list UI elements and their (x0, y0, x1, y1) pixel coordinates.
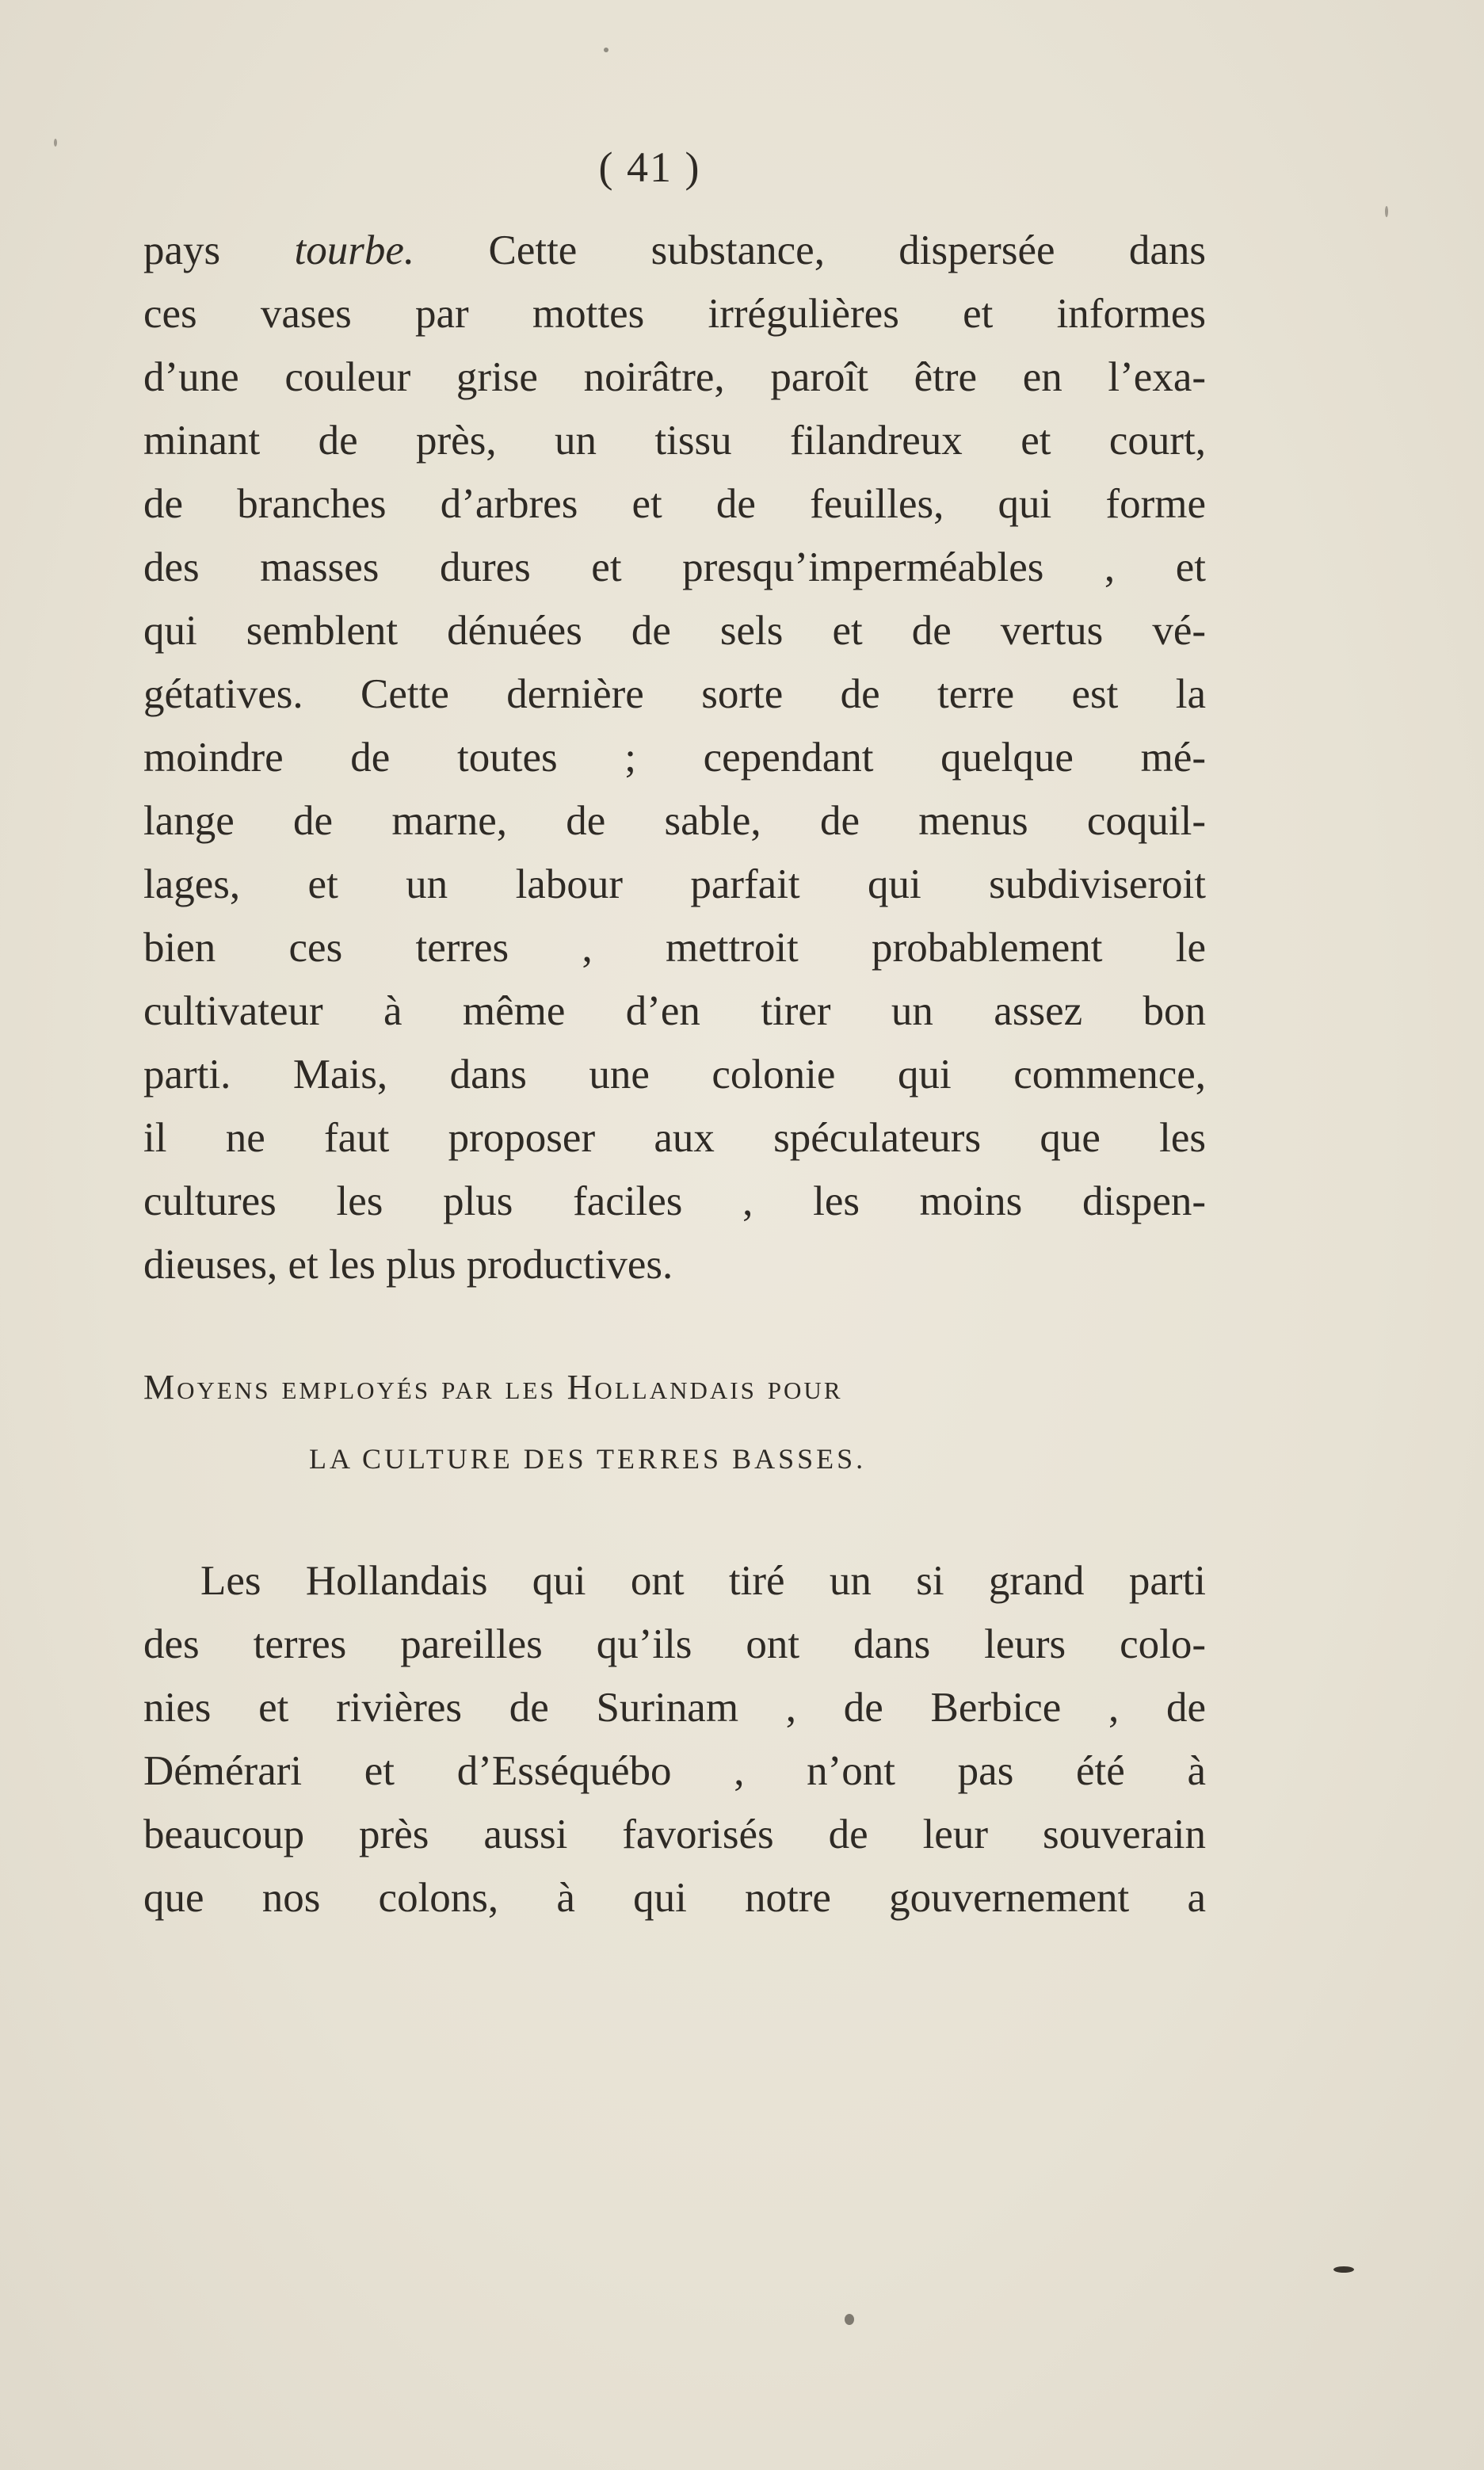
paragraph-1-line-2: ces vases par mottes irrégulières et informes (143, 291, 1206, 337)
paragraph-2-line-3: nies et rivières de Surinam , de Berbice , de (143, 1685, 1206, 1731)
paragraph-1-line-1 (143, 219, 1206, 282)
italic-word-tourbe: tourbe. (294, 227, 415, 273)
paragraph-1-line-13: cultivateur à même d’en tirer un assez bon (143, 988, 1206, 1034)
paragraph-1-line-7: qui semblent dénuées de sels et de vertus vé- (143, 608, 1206, 654)
paper-speck (845, 2314, 854, 2325)
paragraph-1-line-17: dieuses, et les plus productives. (143, 1242, 673, 1288)
paragraph-2-line-5: beaucoup près aussi favorisés de leur souverain (143, 1811, 1206, 1857)
paragraph-1-line-11: lages, et un labour parfait qui subdiviseroit (143, 861, 1206, 907)
paragraph-1-line-10: lange de marne, de sable, de menus coquil- (143, 798, 1206, 844)
paragraph-2-line-1: Les Hollandais qui ont tiré un si grand parti (200, 1558, 1206, 1604)
paragraph-1-line-3: d’une couleur grise noirâtre, paroît être en l’exa- (143, 354, 1206, 400)
first-line-rest: Cette substance, dispersée dans (488, 227, 1206, 273)
paragraph-2-line-4: Démérari et d’Esséquébo , n’ont pas été à (143, 1748, 1206, 1794)
page-number: ( 41 ) (598, 143, 701, 191)
paragraph-1-line-14: parti. Mais, dans une colonie qui commence, (143, 1052, 1206, 1098)
paragraph-1-line-15: il ne faut proposer aux spéculateurs que les (143, 1115, 1206, 1161)
paragraph-2-line-2: des terres pareilles qu’ils ont dans leurs colo- (143, 1621, 1206, 1667)
paragraph-1-line-8: gétatives. Cette dernière sorte de terre est la (143, 671, 1206, 717)
first-word: pays (143, 227, 221, 273)
paper-speck (1333, 2266, 1354, 2273)
paper-speck (1385, 206, 1388, 217)
paragraph-2-line-6: que nos colons, à qui notre gouvernement a (143, 1875, 1206, 1921)
paper-speck (54, 139, 57, 147)
paragraph-1-line-5: de branches d’arbres et de feuilles, qui forme (143, 481, 1206, 527)
paragraph-1-line-9: moindre de toutes ; cependant quelque mé- (143, 735, 1206, 781)
section-heading-line-1: Moyens employés par les Hollandais pour (143, 1368, 843, 1407)
paragraph-1-line-6: des masses dures et presqu’imperméables , et (143, 544, 1206, 590)
section-heading-line-2: LA CULTURE DES TERRES BASSES. (309, 1443, 867, 1475)
paragraph-1-line-16: cultures les plus faciles , les moins dispen- (143, 1178, 1206, 1224)
paragraph-1-line-4: minant de près, un tissu filandreux et court, (143, 418, 1206, 464)
paragraph-1-line-12: bien ces terres , mettroit probablement le (143, 925, 1206, 971)
paper-speck (604, 48, 608, 52)
